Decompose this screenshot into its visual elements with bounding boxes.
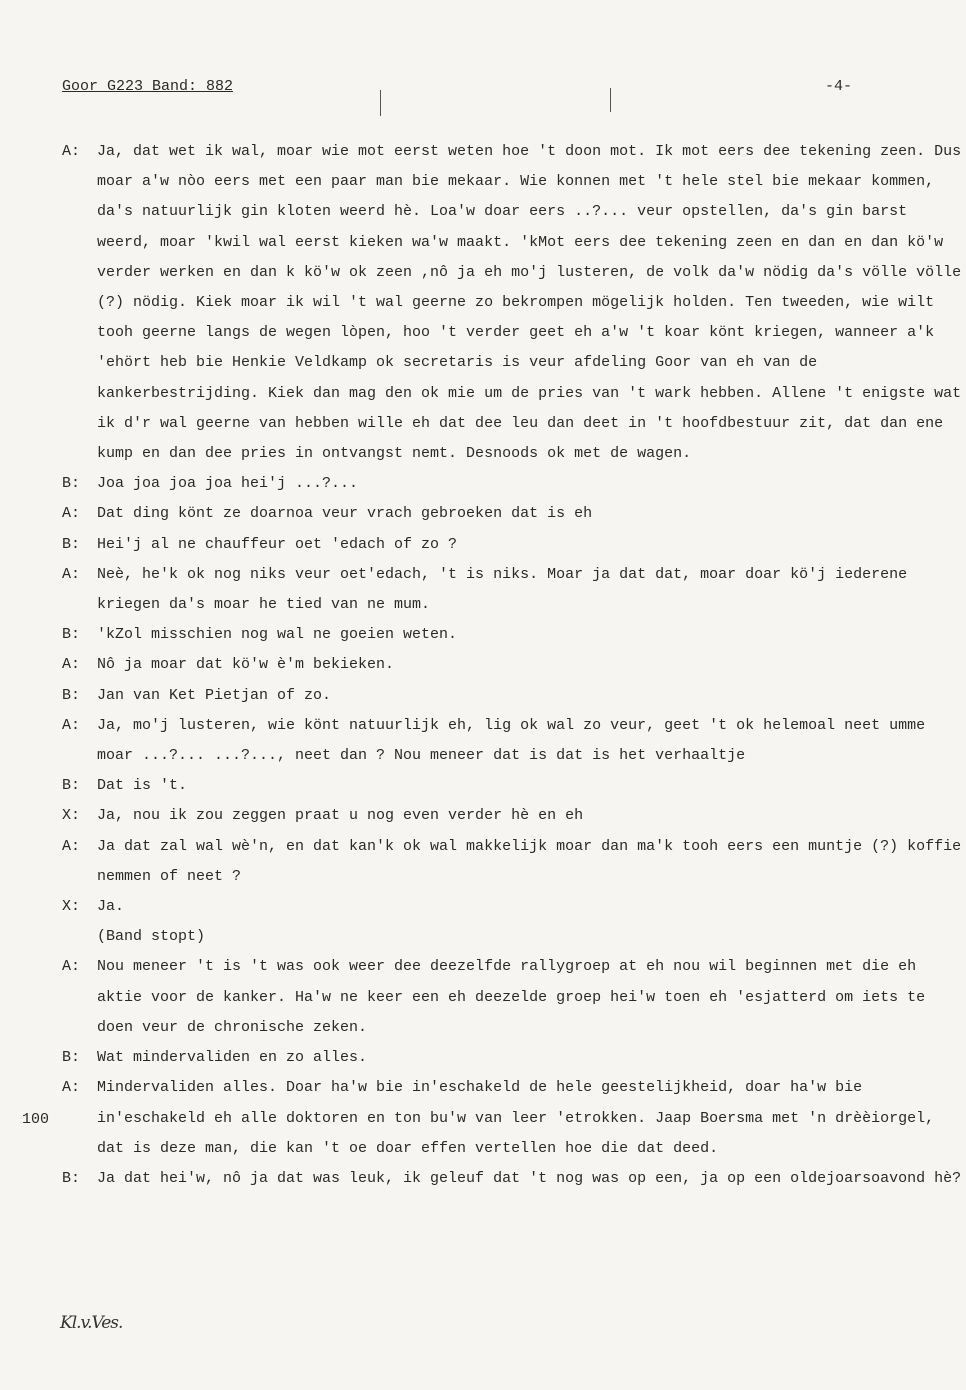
dialogue-turn [62, 137, 962, 469]
margin-mark [380, 90, 381, 116]
dialogue-turn [62, 952, 962, 1043]
speaker-label: B: [62, 1169, 81, 1187]
turn-text: 'kZol misschien nog wal ne goeien weten. [97, 626, 458, 644]
speaker-label [62, 922, 97, 952]
turn-text: Ja, nou ik zou zeggen praat u nog even verder hè en eh [97, 807, 584, 825]
dialogue-turn [62, 1164, 962, 1194]
dialogue-turn [62, 801, 962, 831]
line-count-marker: 100 [22, 1111, 50, 1128]
speaker-label: X: [62, 807, 81, 825]
page-number: -4- [824, 78, 852, 95]
speaker-label: B: [62, 626, 81, 644]
turn-text: Dat ding könt ze doarnoa veur vrach gebroeken dat is eh [97, 505, 593, 523]
speaker-label: A: [62, 565, 81, 583]
turn-text: Nô ja moar dat kö'w è'm bekieken. [97, 656, 395, 674]
turn-text: (Band stopt) [97, 928, 206, 946]
dialogue-turn [62, 620, 962, 650]
turn-text: Joa joa joa joa hei'j ...?... [97, 475, 359, 493]
turn-text: Wat mindervaliden en zo alles. [97, 1049, 368, 1067]
dialogue-turn [62, 1073, 962, 1164]
dialogue-turn [62, 711, 962, 771]
turn-text: Mindervaliden alles. Doar ha'w bie in'eschakeld de hele geestelijkheid, doar ha'w bie in'eschakeld eh alle doktoren en ton bu'w van leer 'etrokken. Jaap Boersma met 'n drèèiorgel, dat is deze man, die kan 't oe doar effen vertellen hoe die dat deed. [97, 1079, 935, 1157]
turn-text: Jan van Ket Pietjan of zo. [97, 686, 332, 704]
speaker-label: A: [62, 143, 81, 160]
signature: Kl.v.Ves. [60, 1313, 123, 1333]
dialogue-turn [62, 922, 962, 952]
speaker-label: A: [62, 505, 81, 523]
speaker-label: B: [62, 777, 81, 795]
speaker-label: B: [62, 1049, 81, 1067]
dialogue-turn [62, 530, 962, 560]
dialogue-turn [62, 499, 962, 529]
speaker-label: A: [62, 1079, 81, 1097]
turn-text: Ja dat hei'w, nô ja dat was leuk, ik geleuf dat 't nog was op een, ja op een oldejoarsoavond hè? [97, 1169, 962, 1187]
speaker-label: B: [62, 475, 81, 493]
speaker-label: X: [62, 898, 81, 916]
dialogue-turn [62, 560, 962, 620]
dialogue-turn [62, 771, 962, 801]
turn-text: Ja dat zal wal wè'n, en dat kan'k ok wal makkelijk moar dan ma'k tooh eers een muntje (?) koffie nemmen of neet ? [97, 837, 962, 885]
turn-text: Nou meneer 't is 't was ook weer dee deezelfde rallygroep at eh nou wil beginnen met die eh aktie voor de kanker. Ha'w ne keer een eh deezelde groep hei'w toen eh 'esjatterd om iets te doen veur de chronische zeken. [97, 958, 926, 1036]
turn-text: Neè, he'k ok nog niks veur oet'edach, 't is niks. Moar ja dat dat, moar doar kö'j iederene kriegen da's moar he tied van ne mum. [97, 565, 908, 614]
speaker-label: A: [62, 958, 81, 976]
turn-text: Ja. [97, 898, 125, 916]
speaker-label: A: [62, 716, 81, 734]
turn-text: Ja, mo'j lusteren, wie könt natuurlijk eh, lig ok wal zo veur, geet 't ok helemoal neet umme moar ...?... ...?..., neet dan ? Nou meneer dat is dat is het verhaaltje [97, 716, 926, 765]
dialogue-turn [62, 469, 962, 499]
transcript-body [62, 137, 962, 1194]
speaker-label: A: [62, 656, 81, 674]
speaker-label: A: [62, 837, 81, 855]
dialogue-turn [62, 650, 962, 680]
dialogue-turn [62, 832, 962, 892]
dialogue-turn [62, 1043, 962, 1073]
page-header [62, 78, 852, 100]
speaker-label: B: [62, 535, 81, 553]
dialogue-turn [62, 892, 962, 922]
dialogue-turn [62, 681, 962, 711]
turn-text: Ja, dat wet ik wal, moar wie mot eerst weten hoe 't doon mot. Ik mot eers dee tekening zeen. Dus moar a'w nòo eers met een paar man bie mekaar. Wie konnen met 't hele stel bie mekaar kommen, da's natuurlijk gin kloten weerd hè. Loa'w doar eers ..?... veur opstellen, da's gin barst weerd, moar 'kwil wal eerst kieken wa'w maakt. 'kMot eers dee tekening zeen en dan en dan kö'w verder werken en dan k kö'w ok zeen ,nô ja eh mo'j lusteren, de volk da'w nödig da's völle völle (?) nödig. Kiek moar ik wil 't wal geerne zo bekrompen mögelijk holden. Ten tweeden, wie wilt tooh geerne langs de wegen lòpen, hoo 't verder geet eh a'w 't koar könt kriegen, wanneer a'k 'ehört heb bie Henkie Veldkamp ok secretaris is veur afdeling Goor van eh van de kankerbestrijding. Kiek dan mag den ok mie um de pries van 't wark hebben. Allene 't enigste wat ik d'r wal geerne van hebben wille eh dat dee leu dan deet in 't hoofdbestuur zit, dat dan ene kump en dan dee pries in ontvangst nemt. Desnoods ok met de wagen. [97, 143, 962, 463]
speaker-label: B: [62, 686, 81, 704]
header-reference: Goor G223 Band: 882 [62, 78, 234, 95]
margin-mark [610, 88, 611, 112]
turn-text: Hei'j al ne chauffeur oet 'edach of zo ? [97, 535, 458, 553]
turn-text: Dat is 't. [97, 777, 188, 795]
